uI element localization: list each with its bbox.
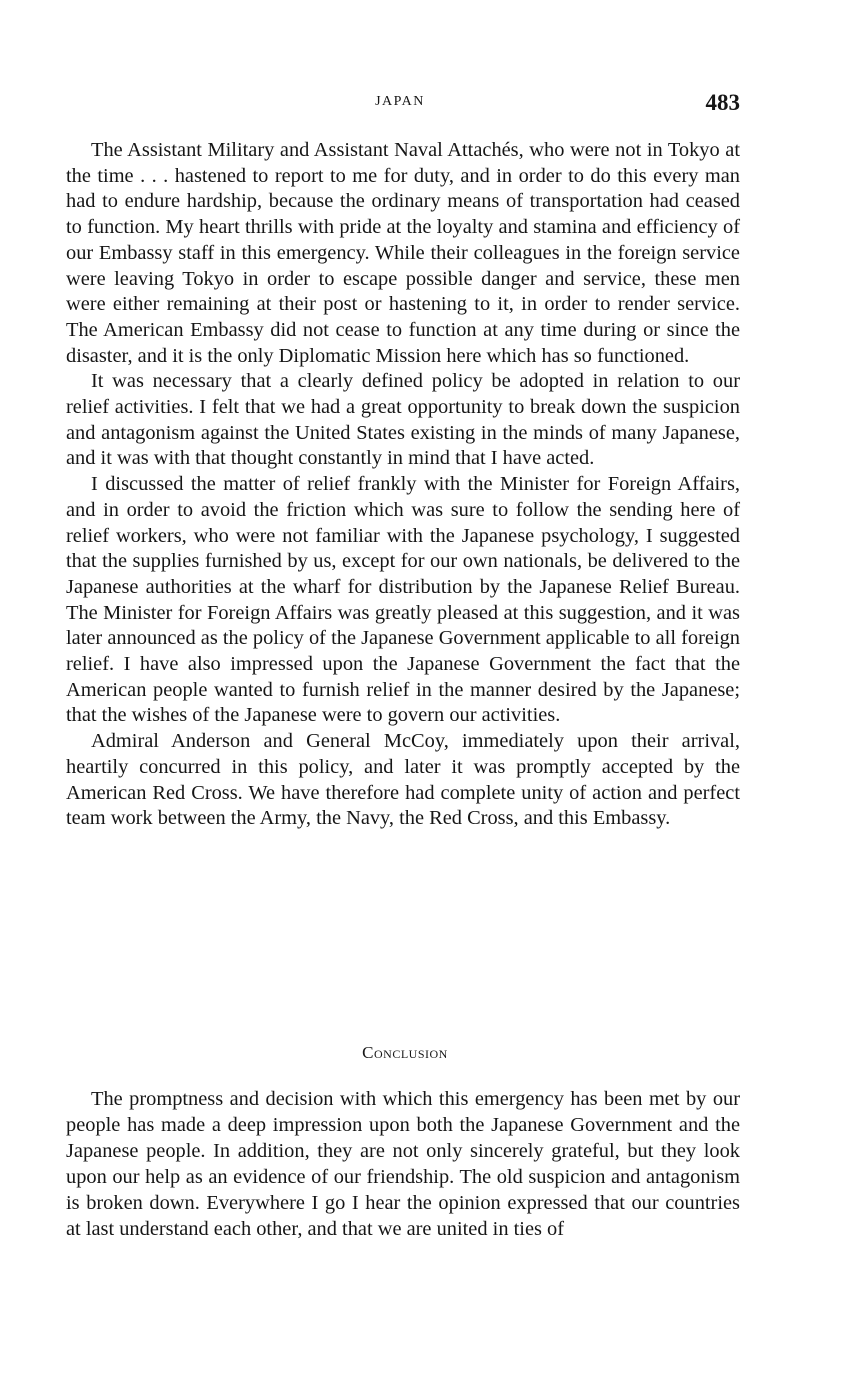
paragraph-foreign-affairs: I discussed the matter of relief frankly with the Minister for Foreign Affairs, and in order to avoid the friction which was sure to follow the sending here of relief workers, who were not familiar with the Japanese psychology, I suggested that the supplies furnished by us, except for our own nationals, be delivered to the Japanese authorities at the wharf for distribution by the Japanese Relief Bureau. The Minister for Foreign Affairs was greatly pleased at this suggestion, and it was later announced as the policy of the Japanese Government applicable to all foreign relief. I have also impressed upon the Japanese Government the fact that the American people wanted to furnish relief in the manner desired by the Japanese; that the wishes of the Japanese were to govern our activities.: [66, 473, 740, 727]
paragraph-conclusion: The promptness and decision with which this emergency has been met by our people has made a deep impression upon both the Japanese Government and the Japanese people. In addition, they are not only sincerely grateful, but they look upon our help as an evidence of our friendship. The old suspicion and antagonism is broken down. Everywhere I go I hear the opinion expressed that our countries at last understand each other, and that we are united in ties of: [66, 1088, 740, 1240]
page-number: 483: [705, 90, 740, 115]
paragraph-anderson-mccoy: Admiral Anderson and General McCoy, immediately upon their arrival, heartily concurred in this policy, and later it was promptly accepted by the American Red Cross. We have therefore had complete unity of action and perfect team work between the Army, the Navy, the Red Cross, and this Embassy.: [66, 730, 740, 830]
paragraph-relief-policy: It was necessary that a clearly defined policy be adopted in relation to our relief activities. I felt that we had a great opportunity to break down the suspicion and antagonism against the United States existing in the minds of many Japanese, and it was with that thought constantly in mind that I have acted.: [66, 370, 740, 470]
running-title: JAPAN: [375, 94, 425, 109]
section-heading-conclusion: Conclusion: [362, 1043, 448, 1062]
running-header: [0, 90, 850, 120]
conclusion-text-block: [66, 1087, 740, 1242]
paragraph-attaches: The Assistant Military and Assistant Naval Attachés, who were not in Tokyo at the time . . . hastened to report to me for duty, and in order to do this every man had to endure hardship, because the ordinary means of transportation had ceased to function. My heart thrills with pride at the loyalty and stamina and efficiency of our Embassy staff in this emergency. While their colleagues in the foreign service were leaving Tokyo in order to escape possible danger and service, these men were either remaining at their post or hastening to it, in order to render service. The American Embassy did not cease to function at any time during or since the disaster, and it is the only Diplomatic Mission here which has so functioned.: [66, 139, 740, 367]
main-text-block: [66, 138, 740, 832]
